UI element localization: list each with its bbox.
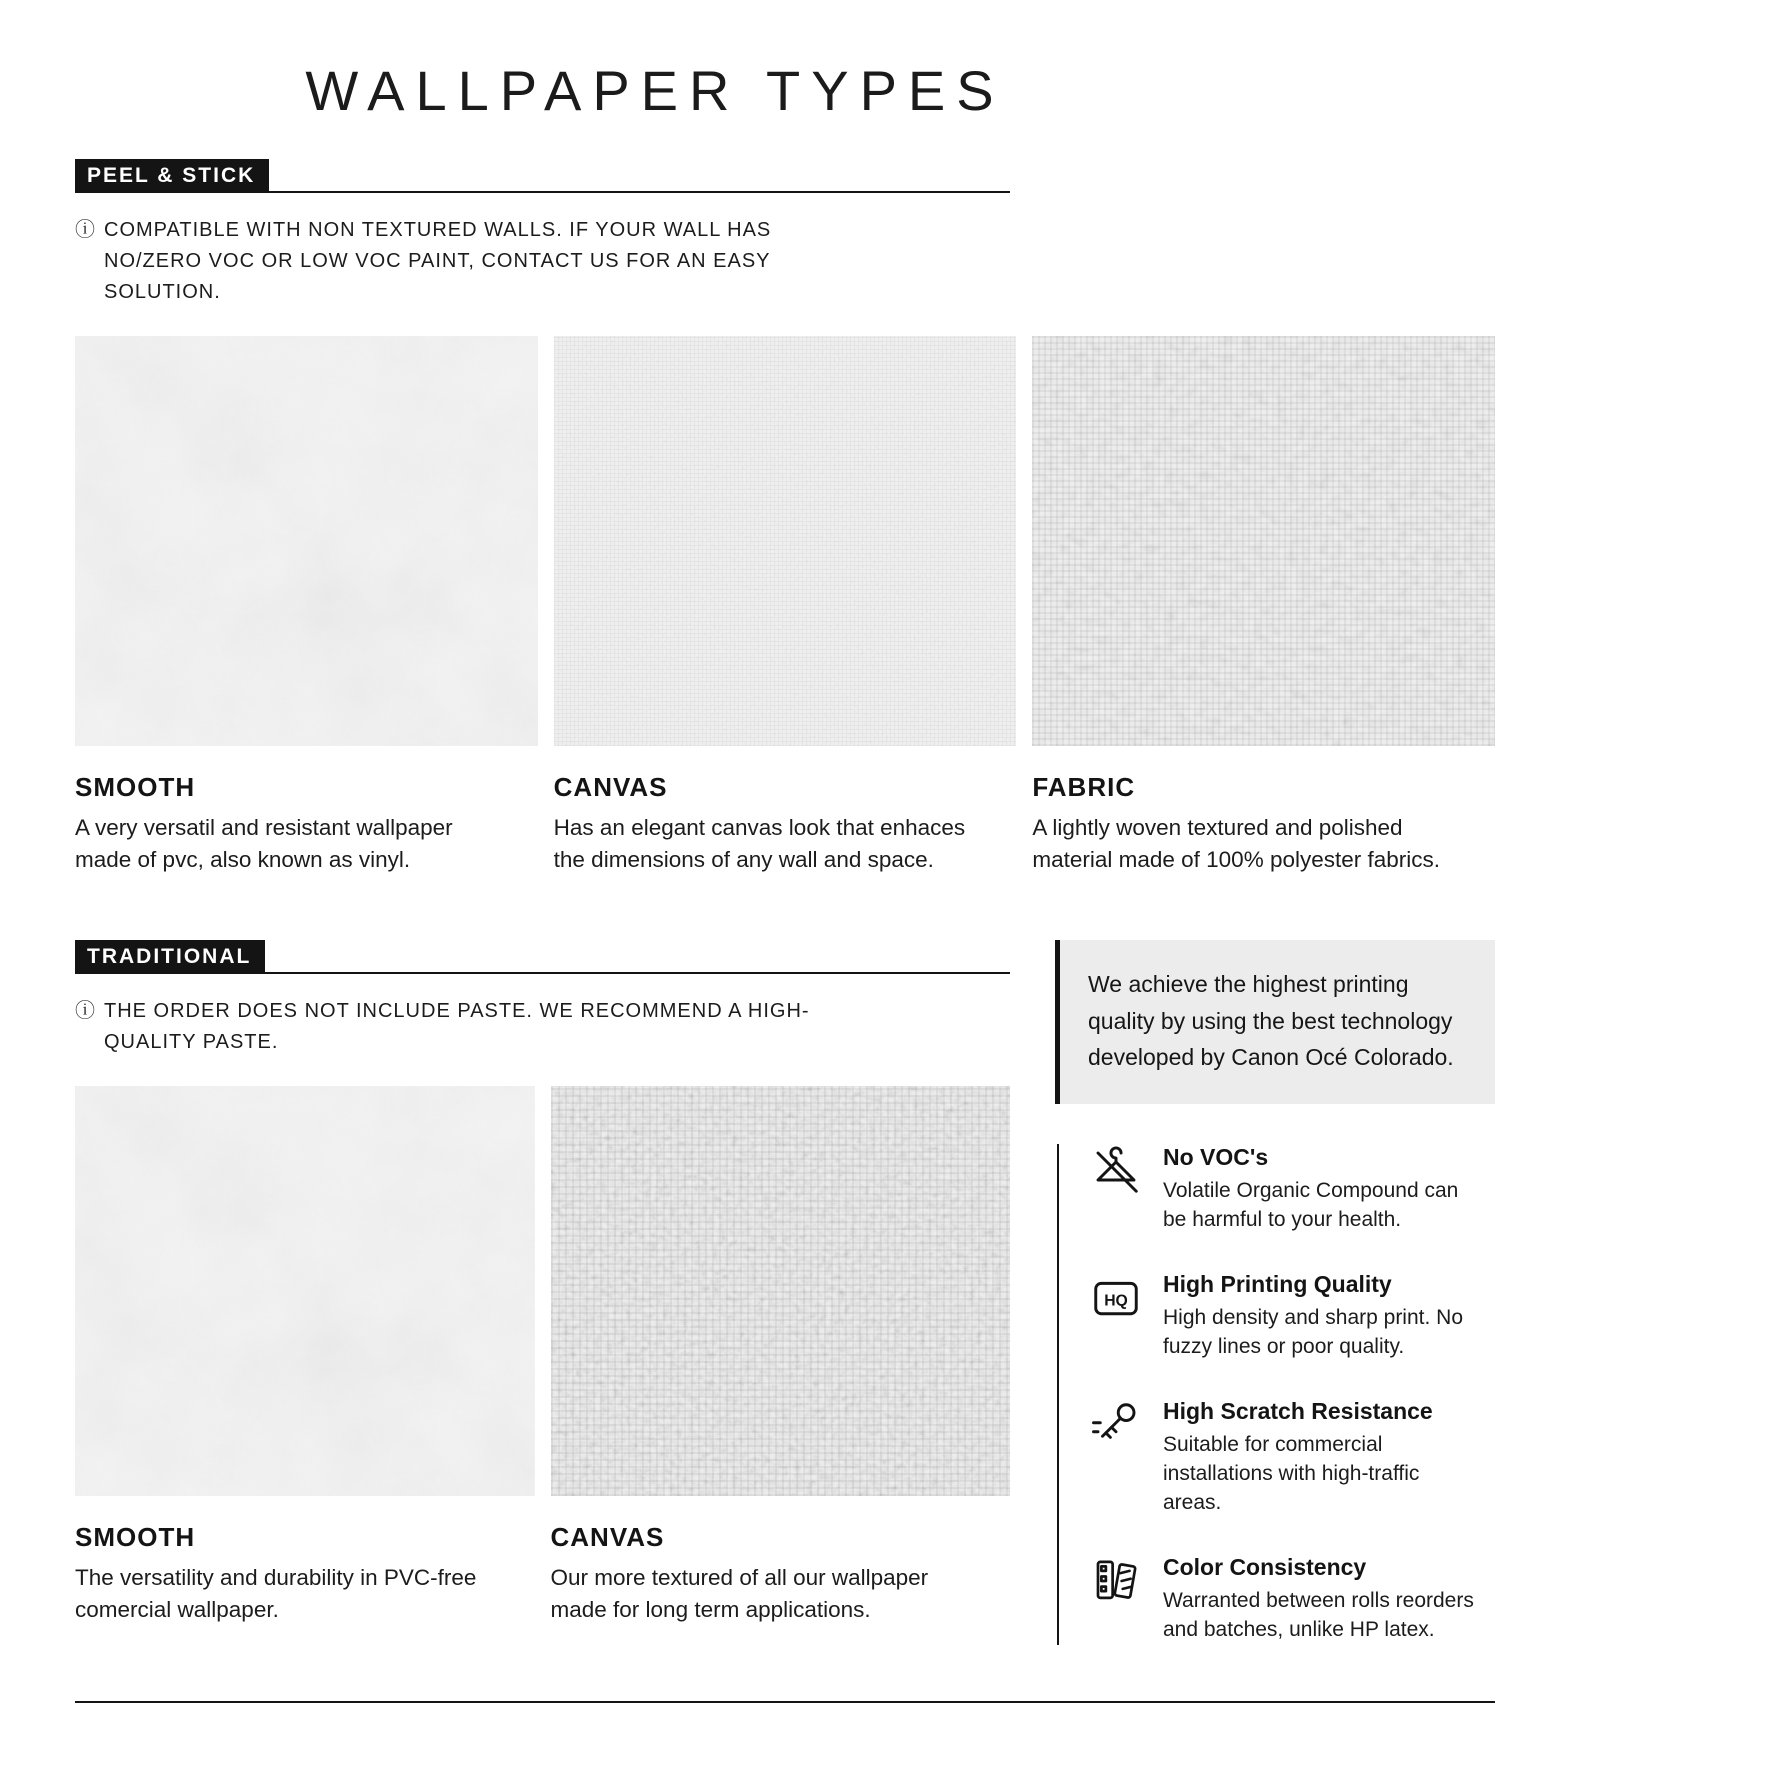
color-swatches-icon [1089, 1554, 1143, 1608]
hq-badge-icon [1089, 1271, 1143, 1325]
page-title: WALLPAPER TYPES [305, 59, 1005, 122]
quality-column [1055, 940, 1495, 1645]
feature-title: High Printing Quality [1163, 1271, 1392, 1298]
canvas-coarse-texture-image [551, 1086, 1011, 1496]
swatch-caption [75, 1522, 535, 1626]
feature-title: Color Consistency [1163, 1554, 1367, 1581]
smooth-texture-image [75, 1086, 535, 1496]
feature-description: Volatile Organic Compound can be harmful to your health. [1163, 1179, 1459, 1232]
canvas-texture-image [554, 336, 1017, 746]
peel-stick-rule [269, 191, 1010, 193]
feature-title: No VOC's [1163, 1144, 1269, 1171]
features-list [1057, 1144, 1495, 1645]
key-icon [1089, 1398, 1143, 1452]
feature-text [1163, 1398, 1483, 1518]
title-wrap [75, 58, 1235, 123]
swatch-name: SMOOTH [75, 1521, 196, 1552]
peel-stick-note-text: COMPATIBLE WITH NON TEXTURED WALLS. IF YOUR WALL HAS NO/ZERO VOC OR LOW VOC PAINT, CONTACT US FOR AN EASY SOLUTION. [104, 219, 772, 303]
feature-description: High density and sharp print. No fuzzy lines or poor quality. [1163, 1306, 1463, 1359]
swatch-description: A lightly woven textured and polished material made of 100% polyester fabrics. [1032, 815, 1441, 872]
swatch-description: Our more textured of all our wallpaper made for long term applications. [550, 1564, 929, 1622]
no-voc-hanger-icon [1089, 1144, 1143, 1198]
smooth-texture-image [75, 336, 538, 746]
feature-description: Suitable for commercial installations with high-traffic areas. [1163, 1433, 1420, 1515]
swatch-name: FABRIC [1032, 772, 1136, 802]
peel-stick-swatch-row [75, 336, 1495, 876]
peel-stick-label: PEEL & STICK [75, 159, 269, 193]
traditional-note-text: THE ORDER DOES NOT INCLUDE PASTE. WE RECOMMEND A HIGH-QUALITY PASTE. [104, 999, 810, 1053]
swatch-name: CANVAS [553, 772, 668, 802]
swatch-caption [554, 772, 1017, 876]
feature-no-voc [1089, 1144, 1495, 1235]
feature-text [1163, 1554, 1483, 1645]
feature-text [1163, 1144, 1483, 1235]
printing-quality-callout: We achieve the highest printing quality by using the best technology developed by Canon Océ Colorado. [1055, 940, 1495, 1104]
peel-stick-section [75, 159, 1705, 876]
swatch-description: A very versatil and resistant wallpaper made of pvc, also known as vinyl. [75, 815, 453, 872]
peel-stick-note [75, 215, 1705, 308]
feature-scratch-resistance [1089, 1398, 1495, 1518]
peel-stick-header [75, 159, 1010, 193]
feature-text [1163, 1271, 1483, 1362]
traditional-swatch-row [75, 1086, 1010, 1626]
hq-icon-label: HQ [1104, 1292, 1128, 1310]
info-icon: ⓘ [75, 999, 96, 1022]
feature-description: Warranted between rolls reorders and batches, unlike HP latex. [1163, 1589, 1474, 1642]
swatch-description: Has an elegant canvas look that enhaces the dimensions of any wall and space. [553, 815, 966, 872]
info-icon: ⓘ [75, 219, 96, 241]
swatch-caption [1032, 772, 1495, 876]
fabric-texture-image [1032, 336, 1495, 746]
swatch-name: CANVAS [550, 1521, 665, 1552]
traditional-label: TRADITIONAL [75, 940, 265, 974]
traditional-note [75, 996, 1010, 1058]
swatch-card-smooth-trad [75, 1086, 535, 1626]
bottom-area [75, 940, 1705, 1645]
swatch-card-smooth-ps [75, 336, 538, 876]
traditional-rule [265, 972, 1010, 974]
swatch-card-fabric-ps [1032, 336, 1495, 876]
swatch-caption [75, 772, 538, 876]
swatch-card-canvas-ps [554, 336, 1017, 876]
feature-high-printing-quality [1089, 1271, 1495, 1362]
bottom-divider [75, 1701, 1495, 1703]
swatch-description: The versatility and durability in PVC-free comercial wallpaper. [75, 1564, 477, 1622]
swatch-name: SMOOTH [75, 772, 196, 802]
traditional-section [75, 940, 1010, 1645]
swatch-caption [551, 1522, 1011, 1626]
traditional-header [75, 940, 1010, 974]
feature-color-consistency [1089, 1554, 1495, 1645]
feature-title: High Scratch Resistance [1163, 1398, 1433, 1425]
swatch-card-canvas-trad [551, 1086, 1011, 1626]
